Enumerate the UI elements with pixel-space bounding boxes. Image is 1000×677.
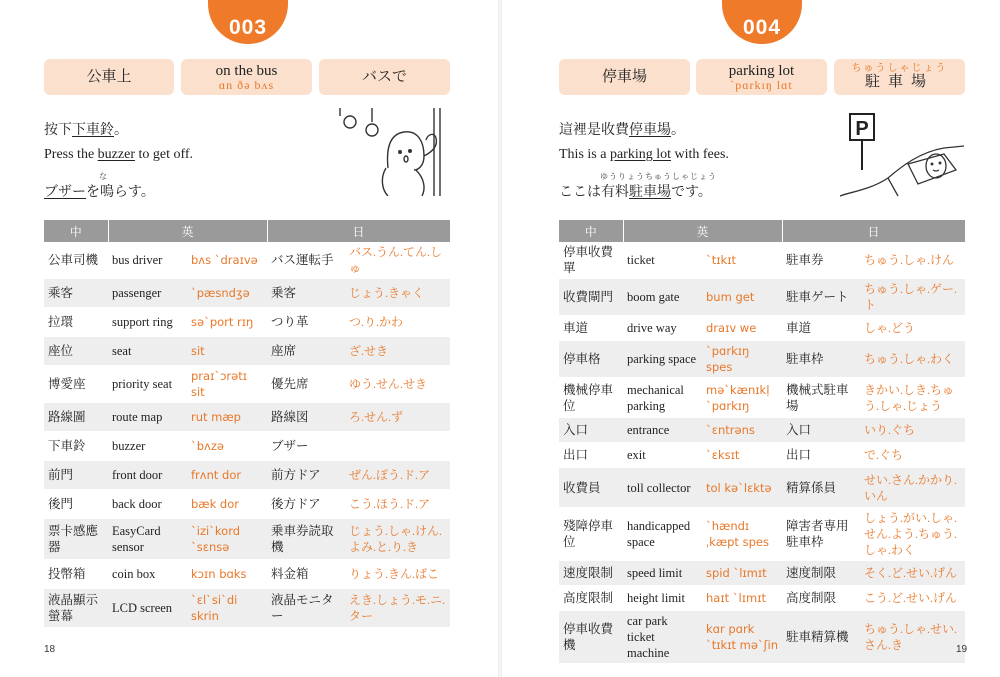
table-row xyxy=(559,443,965,468)
cell-ipa: ˋɛntrəns xyxy=(702,418,782,443)
cell-zh: 後門 xyxy=(44,490,108,519)
cell-zh: 收費閘門 xyxy=(559,279,623,316)
cell-kana: こう.ほう.ド.ア xyxy=(345,490,450,519)
parking-illustration xyxy=(840,108,965,198)
sentence-en xyxy=(44,147,193,163)
cell-ja: 優先席 xyxy=(267,366,345,403)
table-header-row xyxy=(44,220,450,242)
lesson-number-badge: 004 xyxy=(722,0,802,44)
table-row xyxy=(559,508,965,561)
cell-en: toll collector xyxy=(623,468,702,508)
header-en xyxy=(696,59,827,95)
cell-ipa: sit xyxy=(187,337,267,366)
table-row xyxy=(44,279,450,308)
cell-ipa: ˋpæsndʒə xyxy=(187,279,267,308)
table-header-row xyxy=(559,220,965,242)
cell-ja: 駐車枠 xyxy=(782,341,860,378)
vocab-table-body xyxy=(44,242,450,628)
table-row xyxy=(44,308,450,337)
header-ja-ruby: ちゅうしゃじょう xyxy=(851,63,948,74)
cell-ipa: məˋkænɪkḷ ˋpɑrkɪŋ xyxy=(702,378,782,418)
cell-zh: 車道 xyxy=(559,316,623,341)
table-row xyxy=(559,242,965,279)
table-row xyxy=(44,589,450,628)
cell-ja: 路線図 xyxy=(267,403,345,432)
sentence-en-keyword: buzzer xyxy=(97,147,135,162)
cell-zh: 殘障停車位 xyxy=(559,508,623,561)
cell-kana: ちゅう.しゃ.けん xyxy=(860,242,965,279)
cell-zh: 乘客 xyxy=(44,279,108,308)
table-row xyxy=(559,378,965,418)
cell-kana: しょう.がい.しゃ.せん.よう.ちゅう.しゃ.わく xyxy=(860,508,965,561)
cell-ja: 料金箱 xyxy=(267,560,345,589)
cell-en: bus driver xyxy=(108,242,187,279)
cell-zh: 公車司機 xyxy=(44,242,108,279)
cell-kana: いり.ぐち xyxy=(860,418,965,443)
cell-en: coin box xyxy=(108,560,187,589)
table-row xyxy=(559,316,965,341)
table-row xyxy=(559,586,965,611)
header-en-ipa: ɑn ðə bʌs xyxy=(218,77,275,92)
header-en-text: on the bus xyxy=(215,62,278,79)
table-row xyxy=(44,519,450,560)
column-header-ja: 日 xyxy=(782,220,965,242)
cell-zh: 下車鈴 xyxy=(44,432,108,461)
sentence-en-pre: Press the xyxy=(44,147,98,162)
cell-ipa: ˋtɪkɪt xyxy=(702,242,782,279)
sentence-en-pre: This is a xyxy=(559,147,610,162)
cell-kana: ちゅう.しゃ.ゲー.ト xyxy=(860,279,965,316)
cell-zh: 票卡感應器 xyxy=(44,519,108,560)
cell-kana xyxy=(345,432,450,461)
cell-kana: そく.ど.せい.げん xyxy=(860,561,965,586)
bus-rider-illustration xyxy=(330,108,450,196)
cell-ipa: bʌs ˋdraɪvə xyxy=(187,242,267,279)
sentence-zh-keyword: 下車鈴 xyxy=(72,123,114,138)
table-row xyxy=(559,341,965,378)
sentence-zh xyxy=(44,119,128,139)
cell-kana: ざ.せき xyxy=(345,337,450,366)
cell-kana: ちゅう.しゃ.わく xyxy=(860,341,965,378)
sentence-zh-keyword: 停車場 xyxy=(629,123,671,138)
cell-kana: ちゅう.しゃ.せい.さん.き xyxy=(860,611,965,664)
cell-zh: 高度限制 xyxy=(559,586,623,611)
cell-kana: つ.り.かわ xyxy=(345,308,450,337)
table-row xyxy=(44,403,450,432)
cell-ja: つり革 xyxy=(267,308,345,337)
cell-ipa: bæk dor xyxy=(187,490,267,519)
cell-zh: 入口 xyxy=(559,418,623,443)
sentence-ja-keyword: 駐車場 xyxy=(629,185,671,200)
sentence-zh-post: 。 xyxy=(671,123,685,138)
sentence-ja-ruby: な xyxy=(99,172,108,181)
header-en-text: parking lot xyxy=(728,62,795,79)
cell-ipa: ˋbʌzə xyxy=(187,432,267,461)
cell-ipa: ˋiziˋkord ˋsɛnsə xyxy=(187,519,267,560)
cell-ipa: ˋɛksɪt xyxy=(702,443,782,468)
cell-zh: 停車收費單 xyxy=(559,242,623,279)
sentence-ja-keyword: ブザー xyxy=(44,185,86,200)
cell-ja: 機械式駐車場 xyxy=(782,378,860,418)
cell-ipa: kɔɪn bɑks xyxy=(187,560,267,589)
header-en-ipa: ˋpɑrkɪŋ lɑt xyxy=(730,77,793,92)
sentence-en-keyword: parking lot xyxy=(609,147,671,162)
sentence-ja-ruby: ゆうりょうちゅうしゃじょう xyxy=(600,172,717,181)
sentence-ja-post: を鳴らす。 xyxy=(86,185,155,200)
sentence-zh-pre: 這裡是收費 xyxy=(559,123,629,138)
sentence-ja xyxy=(559,181,712,201)
sentence-zh-post: 。 xyxy=(114,123,128,138)
parking-sign-letter: P xyxy=(855,118,869,140)
cell-en: buzzer xyxy=(108,432,187,461)
header-zh xyxy=(44,59,174,95)
table-row xyxy=(559,611,965,664)
cell-ja: 駐車ゲート xyxy=(782,279,860,316)
header-ja xyxy=(319,59,450,95)
header-ja-text: 駐車場 xyxy=(864,74,934,90)
cell-ja: 駐車精算機 xyxy=(782,611,860,664)
cell-kana: せい.さん.かかり.いん xyxy=(860,468,965,508)
cell-en: handicapped space xyxy=(623,508,702,561)
cell-ja: 駐車券 xyxy=(782,242,860,279)
cell-ja: 速度制限 xyxy=(782,561,860,586)
lesson-number-badge: 003 xyxy=(208,0,288,44)
sentence-en-post: to get off. xyxy=(134,147,194,162)
column-header-en: 英 xyxy=(108,220,267,242)
table-row xyxy=(559,468,965,508)
cell-ipa: kɑr pɑrk ˋtɪkɪt məˋʃin xyxy=(702,611,782,664)
vocab-table xyxy=(559,220,966,664)
cell-zh: 收費員 xyxy=(559,468,623,508)
cell-zh: 座位 xyxy=(44,337,108,366)
table-row xyxy=(44,337,450,366)
table-row xyxy=(44,560,450,589)
cell-ja: 乗客 xyxy=(267,279,345,308)
header-zh xyxy=(559,59,690,95)
sentence-ja-post: です。 xyxy=(671,185,712,200)
cell-ipa: ˋɛlˋsiˋdi skrin xyxy=(187,589,267,628)
table-row xyxy=(559,279,965,316)
cell-en: parking space xyxy=(623,341,702,378)
cell-ja: 精算係員 xyxy=(782,468,860,508)
cell-kana: ゆう.せん.せき xyxy=(345,366,450,403)
cell-kana: じょう.きゃく xyxy=(345,279,450,308)
cell-zh: 速度限制 xyxy=(559,561,623,586)
table-row xyxy=(559,418,965,443)
page-number: 19 xyxy=(956,644,968,655)
cell-en: height limit xyxy=(623,586,702,611)
header-zh-text: 停車場 xyxy=(601,69,647,85)
cell-en: back door xyxy=(108,490,187,519)
column-header-ja: 日 xyxy=(267,220,450,242)
header-ja xyxy=(834,59,965,95)
cell-zh: 拉環 xyxy=(44,308,108,337)
cell-en: priority seat xyxy=(108,366,187,403)
cell-zh: 液晶顯示螢幕 xyxy=(44,589,108,628)
sentence-en xyxy=(559,147,729,163)
column-header-zh: 中 xyxy=(44,220,108,242)
cell-ipa: praɪˋɔrətɪ sit xyxy=(187,366,267,403)
sentence-en-post: with fees. xyxy=(671,147,729,162)
sentence-zh-pre: 按下 xyxy=(44,123,72,138)
cell-ipa: ˋpɑrkɪŋ spes xyxy=(702,341,782,378)
cell-zh: 出口 xyxy=(559,443,623,468)
cell-ja: ブザー xyxy=(267,432,345,461)
cell-en: support ring xyxy=(108,308,187,337)
cell-kana: で.ぐち xyxy=(860,443,965,468)
cell-kana: しゃ.どう xyxy=(860,316,965,341)
sentence-ja xyxy=(44,181,155,201)
vocab-table xyxy=(44,220,451,628)
table-row xyxy=(44,242,450,279)
cell-ja: 高度制限 xyxy=(782,586,860,611)
vocab-table-body xyxy=(559,242,968,664)
cell-kana: じょう.しゃ.けん.よみ.と.り.き xyxy=(345,519,450,560)
right-page xyxy=(500,0,1000,677)
cell-en: car park ticket machine xyxy=(623,611,702,664)
cell-en: EasyCard sensor xyxy=(108,519,187,560)
cell-ja: 障害者専用駐車枠 xyxy=(782,508,860,561)
cell-en: seat xyxy=(108,337,187,366)
cell-kana: こう.ど.せい.げん xyxy=(860,586,965,611)
cell-ipa: səˋport rɪŋ xyxy=(187,308,267,337)
cell-ja: 前方ドア xyxy=(267,461,345,490)
sentence-zh xyxy=(559,119,685,139)
cell-en: speed limit xyxy=(623,561,702,586)
cell-ipa: draɪv we xyxy=(702,316,782,341)
table-row xyxy=(559,561,965,586)
cell-ipa: tol kəˋlɛktə xyxy=(702,468,782,508)
page-number: 18 xyxy=(44,644,56,655)
table-row xyxy=(44,432,450,461)
cell-zh: 投幣箱 xyxy=(44,560,108,589)
cell-ja: 座席 xyxy=(267,337,345,366)
cell-ipa: ˋhændɪˌkæpt spes xyxy=(702,508,782,561)
cell-en: boom gate xyxy=(623,279,702,316)
cell-ja: 乗車券読取機 xyxy=(267,519,345,560)
column-header-zh: 中 xyxy=(559,220,623,242)
cell-zh: 路線圖 xyxy=(44,403,108,432)
header-en xyxy=(181,59,312,95)
cell-en: ticket xyxy=(623,242,702,279)
cell-en: mechanical parking xyxy=(623,378,702,418)
cell-kana: バス.うん.てん.しゅ xyxy=(345,242,450,279)
cell-en: front door xyxy=(108,461,187,490)
cell-kana: ろ.せん.ず xyxy=(345,403,450,432)
cell-ipa: frʌnt dor xyxy=(187,461,267,490)
cell-zh: 前門 xyxy=(44,461,108,490)
cell-ja: 出口 xyxy=(782,443,860,468)
cell-en: route map xyxy=(108,403,187,432)
column-header-en: 英 xyxy=(623,220,782,242)
cell-ipa: haɪt ˋlɪmɪt xyxy=(702,586,782,611)
cell-ja: バス運転手 xyxy=(267,242,345,279)
cell-zh: 博愛座 xyxy=(44,366,108,403)
cell-ja: 液晶モニター xyxy=(267,589,345,628)
cell-zh: 機械停車位 xyxy=(559,378,623,418)
cell-kana: きかい.しき.ちゅう.しゃ.じょう xyxy=(860,378,965,418)
cell-ipa: rut mæp xyxy=(187,403,267,432)
cell-zh: 停車格 xyxy=(559,341,623,378)
cell-ipa: spid ˋlɪmɪt xyxy=(702,561,782,586)
cell-kana: りょう.きん.ばこ xyxy=(345,560,450,589)
cell-ja: 車道 xyxy=(782,316,860,341)
header-ja-text: バスで xyxy=(361,69,407,85)
table-row xyxy=(44,490,450,519)
cell-ja: 入口 xyxy=(782,418,860,443)
cell-en: exit xyxy=(623,443,702,468)
cell-en: passenger xyxy=(108,279,187,308)
cell-en: LCD screen xyxy=(108,589,187,628)
cell-kana: えき.しょう.モ.ニ.ター xyxy=(345,589,450,628)
cell-en: entrance xyxy=(623,418,702,443)
table-row xyxy=(44,461,450,490)
cell-en: drive way xyxy=(623,316,702,341)
cell-ipa: bum get xyxy=(702,279,782,316)
cell-kana: ぜん.ぽう.ド.ア xyxy=(345,461,450,490)
cell-zh: 停車收費機 xyxy=(559,611,623,664)
sentence-ja-pre: ここは有料 xyxy=(559,185,629,200)
header-zh-text: 公車上 xyxy=(86,69,132,85)
table-row xyxy=(44,366,450,403)
cell-ja: 後方ドア xyxy=(267,490,345,519)
